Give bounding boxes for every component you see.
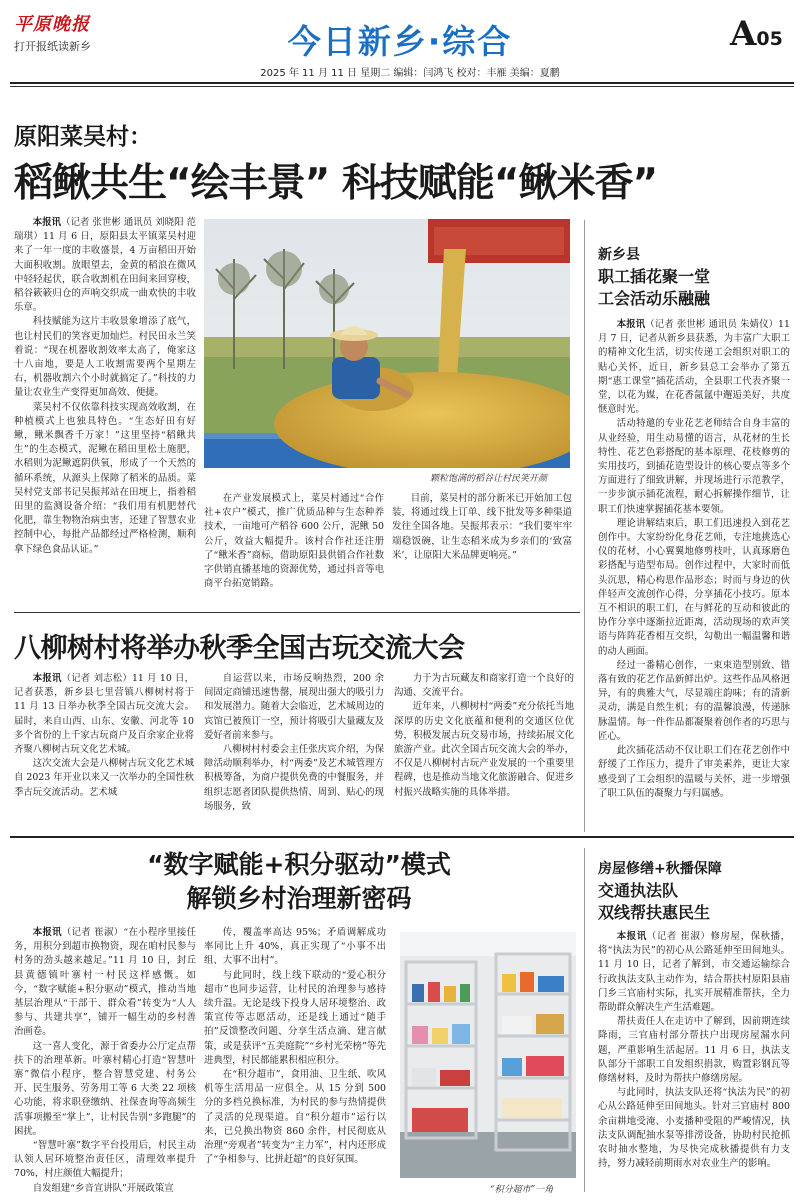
sidebar2-kicker: 房屋修缮+秋播保障 bbox=[598, 861, 722, 877]
story3-para: 传，覆盖率高达 95%；矛盾调解成功率同比上升 40%，真正实现了“小事不出组、大事不出村”。 bbox=[204, 927, 386, 967]
story1-photo bbox=[204, 219, 570, 468]
story2-lede: （记者 刘志松）11 月 10 日，记者获悉，新乡县七里营镇八柳树村将于 11 月 13 日举办秋季全国古玩交流大会。届时，来自山西、山东、安徽、河北等 10 多个省份的上千家古玩商户及百余家企业将齐聚八柳树古玩文化艺术城。 bbox=[14, 673, 194, 756]
sidebar1-lede: （记者 张世彬 通讯员 朱婧仪）11 月 7 日，记者从新乡县获悉，为丰富广大职工的精神文化生活，切实传递工会组织对职工的贴心关怀，近日，新乡县总工会举办了第五期“惠工课堂”插花活动，全县职工代表齐聚一堂，以花为媒，在花香氤氲中邂逅美好，共度惬意时光。 bbox=[598, 319, 790, 416]
sidebar2-lede: （记者 崔淑）修房屋，保秋播，将“执法为民”的初心从公路延伸至田间地头。11 月 10 日，记者了解到，市交通运输综合行政执法支队主动作为，结合帮扶村原阳县庙门乡三官庙村实际，扎实开展精准帮扶，全力帮助群众解决生产生活难题。 bbox=[598, 931, 790, 1014]
sidebar1-headline-line1: 职工插花聚一堂 bbox=[598, 267, 711, 286]
page-letter: A bbox=[730, 14, 757, 54]
story2-col2 bbox=[204, 672, 384, 830]
sidebar1-body bbox=[598, 318, 790, 832]
sidebar2-headline-line2: 双线帮扶惠民生 bbox=[598, 903, 711, 922]
newspaper-slogan: 打开报纸读新乡 bbox=[14, 40, 91, 53]
story3-headline-line2: 解锁乡村治理新密码 bbox=[186, 884, 412, 913]
section-divider bbox=[10, 836, 794, 838]
story1-lede: （记者 张世彬 通讯员 刘晓阳 范瑞琪）11 月 6 日，原阳县太平镇菜吴村迎来了一年一度的丰收盛景，4 万亩稻田开始大面积收割。放眼望去，金黄的稻浪在微风中轻轻起伏，联合收割机在田间来回穿梭，稻谷簌簌归仓的声响交织成一曲欢快的丰收乐章。 bbox=[14, 217, 196, 314]
story1-col1 bbox=[14, 216, 196, 608]
story3-para: 在“积分超市”，食用油、卫生纸、吹风机等生活用品一应俱全。从 15 分到 500 分的多档兑换标准，为村民的参与热情提供了灵活的兑现渠道。自“积分超市”运行以来，已兑换出物资 860 余件，村民彻底从治理“旁观者”转变为“主力军”，村内还形成了“争相参与、比拼赶超”的良好氛围。 bbox=[204, 1069, 386, 1166]
story1-para: 菜吴村不仅依靠科技实现高效收割，在种植模式上也独具特色。“生态好田有好鳅，鳅米飘香千万家！”这里坚持“稻鳅共生”的生态模式，泥鳅在稻田里松土施肥，水稻则为泥鳅遮阴供氧，形成了一个天然的循环系统，从源头上保障了稻米的品质。菜吴村党支部书记吴振邦站在田埂上，指着稻田里的监测设备介绍：“我们用有机肥替代化肥，靠生物物治病虫害，还建了智慧农业控制中心，每批产品都经过严格检测，顺利拿下绿色食品认证。” bbox=[14, 401, 196, 555]
story3-para: 这一喜人变化，源于省委办公厅定点帮扶下的治理革新。叶寨村精心打造“智慧叶寨”微信小程序，整合智慧党建、村务公开、民生服务、劳务用工等 6 大类 22 项核心功能，将求职登缴纳、社保查询等高频生活事项搬至“掌上”，让村民告别“多跑腿”的困扰。 bbox=[14, 1040, 196, 1137]
story2-para: 这次交流大会是八柳树古玩文化艺术城自 2023 年开业以来又一次举办的全国性秋季古玩交流活动。艺术城 bbox=[14, 758, 194, 798]
sidebar1-kicker: 新乡县 bbox=[598, 247, 640, 263]
story3-headline-line1: “数字赋能+积分驱动”模式 bbox=[147, 850, 451, 879]
story3-para: 与此同时，线上线下联动的“爱心积分超市”也同步运营，让村民的治理参与感持续升温。无论是线下投身人居环境整治、政策宣传等志愿活动，还是线上通过“随手拍”反馈整改问题、分享生活点滴、建言献策，或是获评“五美庭院”“乡村光荣榜”等先进典型，村民都能累积相应积分。 bbox=[204, 969, 386, 1066]
story3-photo-caption: “积分超市”一角 bbox=[490, 1185, 554, 1195]
page-num: 05 bbox=[756, 28, 783, 50]
story3-para: “智慧叶寨”数字平台投用后，村民主动认领人居环境整治责任区，清理效率提升 70%，村庄颜值大幅提升； bbox=[14, 1140, 196, 1180]
story3-headline bbox=[14, 848, 584, 916]
story3-byline: 本报讯 bbox=[32, 927, 62, 938]
story3-col2 bbox=[204, 926, 386, 1194]
story2-para: 力于为古玩藏友和商家打造一个良好的沟通、交流平台。 bbox=[394, 673, 574, 699]
story1-col3 bbox=[392, 492, 572, 608]
story3-col1 bbox=[14, 926, 196, 1194]
column-divider bbox=[584, 220, 585, 832]
sidebar1-para: 活动特邀的专业花艺老师结合自身丰富的从业经验，用生动易懂的语言，从花材的生长特性、花艺色彩搭配的基本原理、花枝修剪的实用技巧，到插花造型设计的核心要点等多个方面进行了细致讲解，并现场进行示范教学，一步步演示插花流程，耐心拆解操作细节，让职工们快速掌握插花基本要领。 bbox=[598, 418, 790, 515]
story1-para: 在产业发展模式上，菜吴村通过“合作社+农户”模式，推广优质品种与生态种养技术，一亩地可产稻谷 600 公斤，泥鳅 50 公斤，效益大幅提升。该村合作社还注册了“鳅米香”商标，借助原阳县供销合作社数字供销直播基地的资源优势，通过抖音等电商平台拓宽销路。 bbox=[204, 493, 384, 590]
story2-para: 自运营以来，市场反响热烈，200 余间固定商铺迅速售罄，展现出强大的吸引力和发展潜力。随着大会临近，艺术城周边的宾馆已被预订一空，预计将吸引大量藏友及爱好者前来参与。 bbox=[204, 673, 384, 741]
column-divider-lower bbox=[584, 848, 585, 1192]
story2-byline: 本报讯 bbox=[32, 673, 62, 684]
dateline: 2025 年 11 月 11 日 星期二 编辑：闫鸿飞 校对：丰雁 美编：夏鹏 bbox=[260, 68, 560, 79]
section-title: 今日新乡·综合 bbox=[287, 22, 513, 61]
story2-para: 近年来，八柳树村“两委”充分依托当地深厚的历史文化底蕴和便利的交通区位优势，积极发展古玩交易市场，持续拓展文化旅游产业。此次全国古玩交流大会的举办，不仅是八柳树村古玩产业发展的一个重要里程碑，也是推动当地文化旅游融合、促进乡村振兴战略实施的具体举措。 bbox=[394, 701, 574, 798]
story2-para: 八柳树村村委会主任张庆宾介绍，为保障活动顺利举办，村“两委”及艺术城管理方积极筹备，为商户提供免费的中餐服务，并组织志愿者团队提供热情、周到、贴心的现场服务，致 bbox=[204, 744, 384, 812]
story1-headline: 稻鳅共生“绘丰景” 科技赋能“鳅米香” bbox=[14, 161, 658, 206]
story3-lede: （记者 崔淑）“在小程序里接任务，用积分到超市换物资，现在咱村民参与村务的劲头越来越足。”11 月 10 日，封丘县黄德镇叶寨村一村民这样感慨。如今，“数字赋能+积分驱动”模式，推动当地基层治理从“干部干、群众看”转变为“人人参与、共建共享”，铺开一幅生动的乡村善治画卷。 bbox=[14, 927, 196, 1038]
sidebar2-body bbox=[598, 930, 790, 1194]
story2-top-rule bbox=[14, 612, 580, 613]
sidebar1-para: 经过一番精心创作，一束束造型别致、错落有致的花艺作品新鲜出炉。这些作品风格迥异，有的典雅大气，尽显端庄韵味；有的清新灵动，满是自然生机；有的温馨浪漫，传递脉脉温情。每一件作品都凝聚着创作者的巧思与匠心。 bbox=[598, 659, 790, 742]
sidebar2-para: 帮扶责任人在走访中了解到，因前期连续降雨，三官庙村部分帮扶户出现房屋漏水问题，严重影响生活起居。11 月 6 日，执法支队部分干部职工自发组织捐款，购置彩钢瓦等修缮材料，及时为帮扶户修缮房屋。 bbox=[598, 1016, 790, 1085]
sidebar2-para: 与此同时，执法支队还将“执法为民”的初心从公路延伸至田间地头。针对三官庙村 800 余亩耕地受淹、小麦播种受阻的严峻情况，执法支队调配抽水泵等排涝设备，协助村民抢抓农时抽水整地，为尽快完成秋播提供有力支持，努力减轻前期雨水对农业生产的影响。 bbox=[598, 1087, 790, 1170]
masthead-rule bbox=[10, 82, 794, 84]
masthead-rule-thin bbox=[10, 86, 794, 87]
sidebar1-para: 此次插花活动不仅让职工们在花艺创作中舒缓了工作压力，提升了审美素养，更让大家感受到了工会组织的温暖与关怀，进一步增强了职工队伍的凝聚力与归属感。 bbox=[598, 745, 790, 799]
story1-photo-caption: 颗粒饱满的稻谷让村民笑开颜 bbox=[430, 474, 548, 484]
story1-para: 科技赋能为这片丰收景象增添了底气，也让村民们的笑容更加灿烂。村民田永兰笑着说：“现在机器收割效率太高了，俺家这十八亩地，要是人工收割需要两个星期左右，机器收割六个小时就搞定了。”科技的力量让农业生产变得更加高效、便捷。 bbox=[14, 316, 196, 399]
story3-photo bbox=[400, 932, 576, 1178]
sidebar2-byline: 本报讯 bbox=[616, 931, 647, 942]
story2-col3 bbox=[394, 672, 574, 830]
story1-para: 目前，菜吴村的部分新米已开始加工包装，将通过线上订单、线下批发等多种渠道发往全国各地。吴振邦表示：“我们要牢牢端稳饭碗，让生态稻米成为乡亲们的‘致富米’，让原阳大米品牌更响亮。” bbox=[392, 493, 572, 561]
story1-byline: 本报讯 bbox=[32, 217, 62, 228]
sidebar2-headline-line1: 交通执法队 bbox=[598, 881, 679, 900]
story2-col1 bbox=[14, 672, 194, 830]
sidebar1-headline-line2: 工会活动乐融融 bbox=[598, 289, 711, 308]
story2-headline: 八柳树村将举办秋季全国古玩交流大会 bbox=[14, 633, 465, 664]
sidebar1-para: 理论讲解结束后，职工们迅速投入到花艺创作中。大家纷纷化身花艺师，专注地挑选心仪的花材，小心翼翼地修剪枝叶，认真琢磨色彩搭配与造型布局。创作过程中，大家时而低头沉思，精心构思作品形态；时而与身边的伙伴轻声交流创作心得，分享插花小技巧。原本互不相识的职工们，在与鲜花的互动和彼此的协作分享中逐渐拉近距离，活动现场的欢声笑语与阵阵花香相互交织，勾勒出一幅温馨和谐的动人画面。 bbox=[598, 517, 790, 657]
story1-kicker: 原阳菜吴村： bbox=[14, 124, 152, 150]
page-number bbox=[730, 14, 783, 54]
story1-col2 bbox=[204, 492, 384, 608]
newspaper-logo: 平原晚报 bbox=[14, 14, 90, 34]
sidebar1-byline: 本报讯 bbox=[616, 319, 646, 330]
story3-para: 自发组建“乡音宣讲队”开展政策宣 bbox=[32, 1182, 174, 1194]
